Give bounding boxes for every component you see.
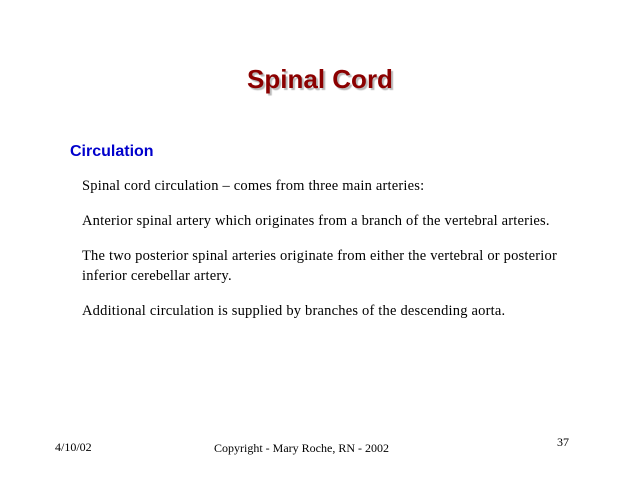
footer-date: 4/10/02 <box>55 440 92 454</box>
footer-copyright: Copyright - Mary Roche, RN - 2002 <box>214 441 389 455</box>
paragraph: Anterior spinal artery which originates from a branch of the vertebral arteries. <box>82 213 550 229</box>
paragraph: Spinal cord circulation – comes from three main arteries: <box>82 178 425 194</box>
body-text <box>82 176 602 336</box>
page-number: 37 <box>557 435 569 449</box>
slide-title: Spinal Cord <box>247 64 393 94</box>
paragraph: The two posterior spinal arteries originate from either the vertebral or posterior inferior cerebellar artery. <box>82 248 557 284</box>
section-subheading: Circulation <box>70 143 154 160</box>
paragraph: Additional circulation is supplied by branches of the descending aorta. <box>82 303 506 319</box>
